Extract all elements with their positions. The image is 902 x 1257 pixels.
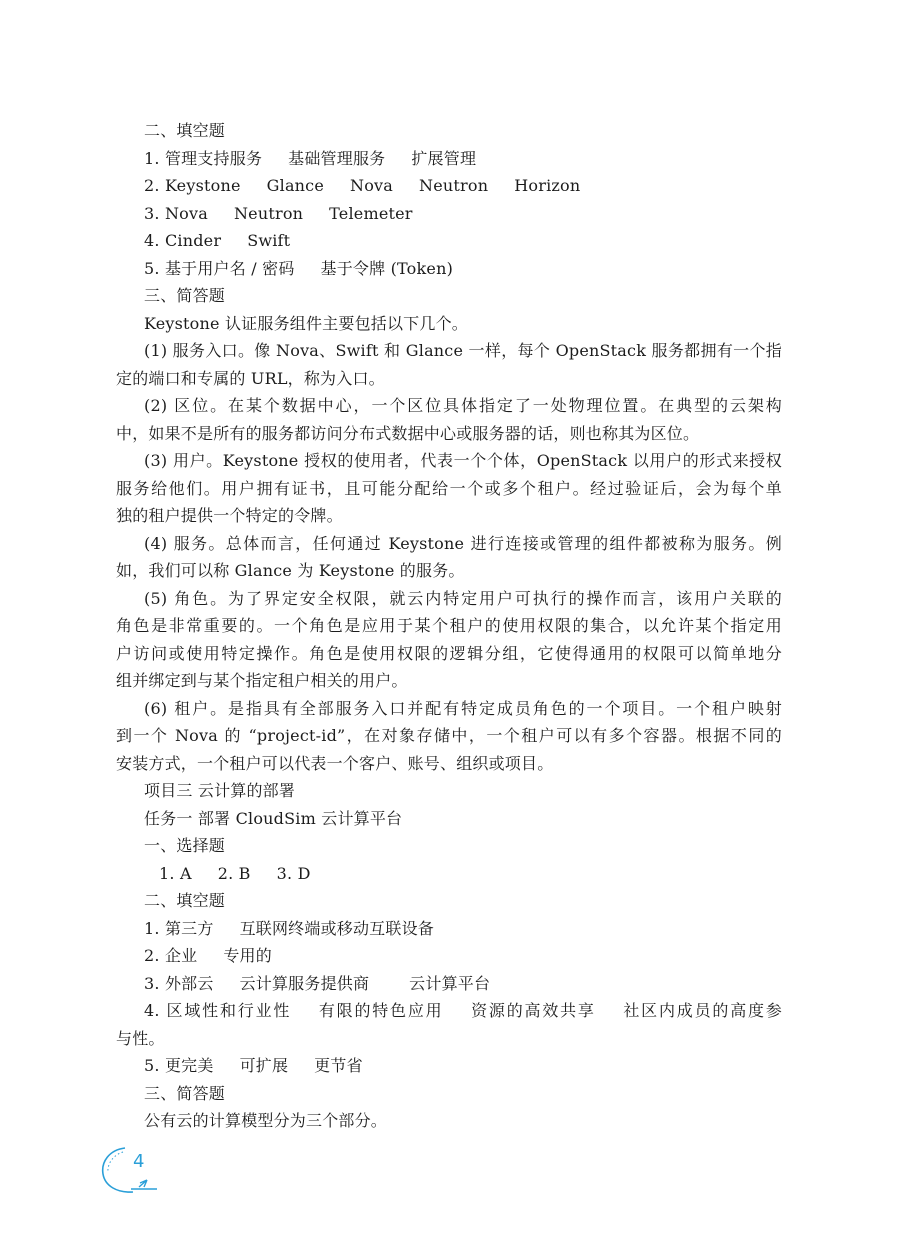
text-segment: 组并绑定到与某个指定租户相关的用户。 <box>116 671 408 690</box>
text-line <box>116 860 782 888</box>
text-segment: 3. 外部云 <box>144 973 214 993</box>
text-segment: 3. D <box>276 863 311 883</box>
text-line <box>116 420 782 448</box>
text-line <box>116 915 782 943</box>
text-segment: 扩展管理 <box>411 148 477 168</box>
text-segment: 如，我们可以称 Glance 为 Keystone 的服务。 <box>116 561 465 580</box>
text-line <box>116 530 782 558</box>
text-line <box>116 502 782 530</box>
text-segment: 1. 管理支持服务 <box>144 148 263 168</box>
text-segment: 一、选择题 <box>144 836 226 855</box>
text-segment: Keystone 认证服务组件主要包括以下几个。 <box>144 313 468 333</box>
text-segment: 到一个 Nova 的 “project-id”，在对象存储中，一个租户可以有多个容器。根据不同的 <box>116 726 782 745</box>
text-line <box>116 585 782 613</box>
text-line <box>116 200 782 228</box>
text-segment: 3. Nova <box>144 203 208 223</box>
text-segment: 1. 第三方 <box>144 918 214 938</box>
text-segment: 安装方式，一个租户可以代表一个客户、账号、组织或项目。 <box>116 753 554 773</box>
text-line <box>116 612 782 640</box>
text-line <box>116 695 782 723</box>
text-segment: 项目三 云计算的部署 <box>144 781 296 800</box>
text-segment: 基础管理服务 <box>288 148 386 168</box>
text-segment: 1. A <box>159 863 192 883</box>
text-segment: 云计算平台 <box>409 973 491 993</box>
text-line <box>116 1025 782 1053</box>
text-segment: 独的租户提供一个特定的令牌。 <box>116 506 343 525</box>
text-segment: 专用的 <box>223 946 272 965</box>
text-segment: 2. B <box>217 863 251 883</box>
text-segment: 定的端口和专属的 URL，称为入口。 <box>116 368 385 388</box>
text-segment: Telemeter <box>329 203 413 223</box>
text-segment: 中，如果不是所有的服务都访问分布式数据中心或服务器的话，则也称其为区位。 <box>116 423 700 443</box>
text-segment: 可扩展 <box>239 1056 289 1075</box>
text-line <box>116 887 782 915</box>
text-segment: (1) 服务入口。像 Nova、Swift 和 Glance 一样，每个 OpenStack 服务都拥有一个指 <box>144 341 782 360</box>
text-segment: 2. 企业 <box>144 946 198 965</box>
text-line <box>116 145 782 173</box>
page-number-badge <box>95 1140 175 1200</box>
text-segment: 5. 更完美 <box>144 1056 214 1075</box>
text-line <box>116 942 782 970</box>
text-segment: 角色是非常重要的。一个角色是应用于某个租户的使用权限的集合，以允许某个指定用 <box>116 616 782 635</box>
text-segment: 5. 基于用户名 / 密码 <box>144 258 295 278</box>
text-line <box>116 1052 782 1080</box>
text-line <box>116 365 782 393</box>
text-line <box>116 475 782 503</box>
text-segment: (4) 服务。总体而言，任何通过 Keystone 进行连接或管理的组件都被称为服务。例 <box>144 533 782 553</box>
text-segment: 4. Cinder <box>144 231 222 250</box>
text-line <box>116 392 782 420</box>
text-segment: 公有云的计算模型分为三个部分。 <box>144 1111 388 1130</box>
text-segment: 服务给他们。用户拥有证书，且可能分配给一个或多个租户。经过验证后，会为每个单 <box>116 478 782 498</box>
text-segment: 三、简答题 <box>144 1083 226 1103</box>
text-segment: (3) 用户。Keystone 授权的使用者，代表一个个体，OpenStack 以用户的形式来授权 <box>144 451 782 470</box>
text-line <box>116 557 782 585</box>
text-line <box>116 255 782 283</box>
text-segment: 2. Keystone <box>144 176 241 195</box>
text-line <box>116 337 782 365</box>
text-segment: 互联网终端或移动互联设备 <box>239 918 434 938</box>
text-segment: (6) 租户。是指具有全部服务入口并配有特定成员角色的一个项目。一个租户映射 <box>144 698 782 718</box>
text-segment: 任务一 部署 CloudSim 云计算平台 <box>144 808 403 828</box>
text-segment: Nova <box>350 176 394 195</box>
text-line <box>116 750 782 778</box>
text-line <box>116 310 782 338</box>
text-segment: 有限的特色应用 <box>317 1001 444 1020</box>
text-line <box>116 1080 782 1108</box>
text-segment: Horizon <box>514 176 581 195</box>
page-number: 4 <box>133 1151 145 1172</box>
text-line <box>116 667 782 695</box>
text-line <box>116 1107 782 1135</box>
text-segment: Swift <box>247 231 291 250</box>
text-line <box>116 447 782 475</box>
text-segment: 资源的高效共享 <box>469 1001 596 1020</box>
text-line <box>116 997 782 1025</box>
text-segment: 二、填空题 <box>144 121 226 140</box>
text-segment: Neutron <box>233 203 304 223</box>
text-segment: 基于令牌 (Token) <box>320 258 454 278</box>
text-segment: Glance <box>266 176 325 195</box>
text-line <box>116 970 782 998</box>
text-line <box>116 640 782 668</box>
text-line <box>116 722 782 750</box>
text-segment: (5) 角色。为了界定安全权限，就云内特定用户可执行的操作而言，该用户关联的 <box>144 588 782 608</box>
answer-text-body <box>116 117 782 1135</box>
text-line <box>116 805 782 833</box>
text-segment: 更节省 <box>314 1056 363 1075</box>
text-line <box>116 777 782 805</box>
text-segment: 社区内成员的高度参 <box>621 1001 783 1020</box>
text-segment: (2) 区位。在某个数据中心，一个区位具体指定了一处物理位置。在典型的云架构 <box>144 396 782 415</box>
text-line <box>116 832 782 860</box>
text-line <box>116 282 782 310</box>
text-line <box>116 117 782 145</box>
text-line <box>116 227 782 255</box>
text-segment: 二、填空题 <box>144 891 226 910</box>
text-segment: 与性。 <box>116 1028 165 1048</box>
text-line <box>116 172 782 200</box>
text-segment: 户访问或使用特定操作。角色是使用权限的逻辑分组，它使得通用的权限可以简单地分 <box>116 643 782 663</box>
text-segment: 4. 区域性和行业性 <box>144 1001 292 1020</box>
text-segment: 三、简答题 <box>144 286 226 305</box>
text-segment: Neutron <box>419 176 489 195</box>
text-segment: 云计算服务提供商 <box>239 973 370 993</box>
